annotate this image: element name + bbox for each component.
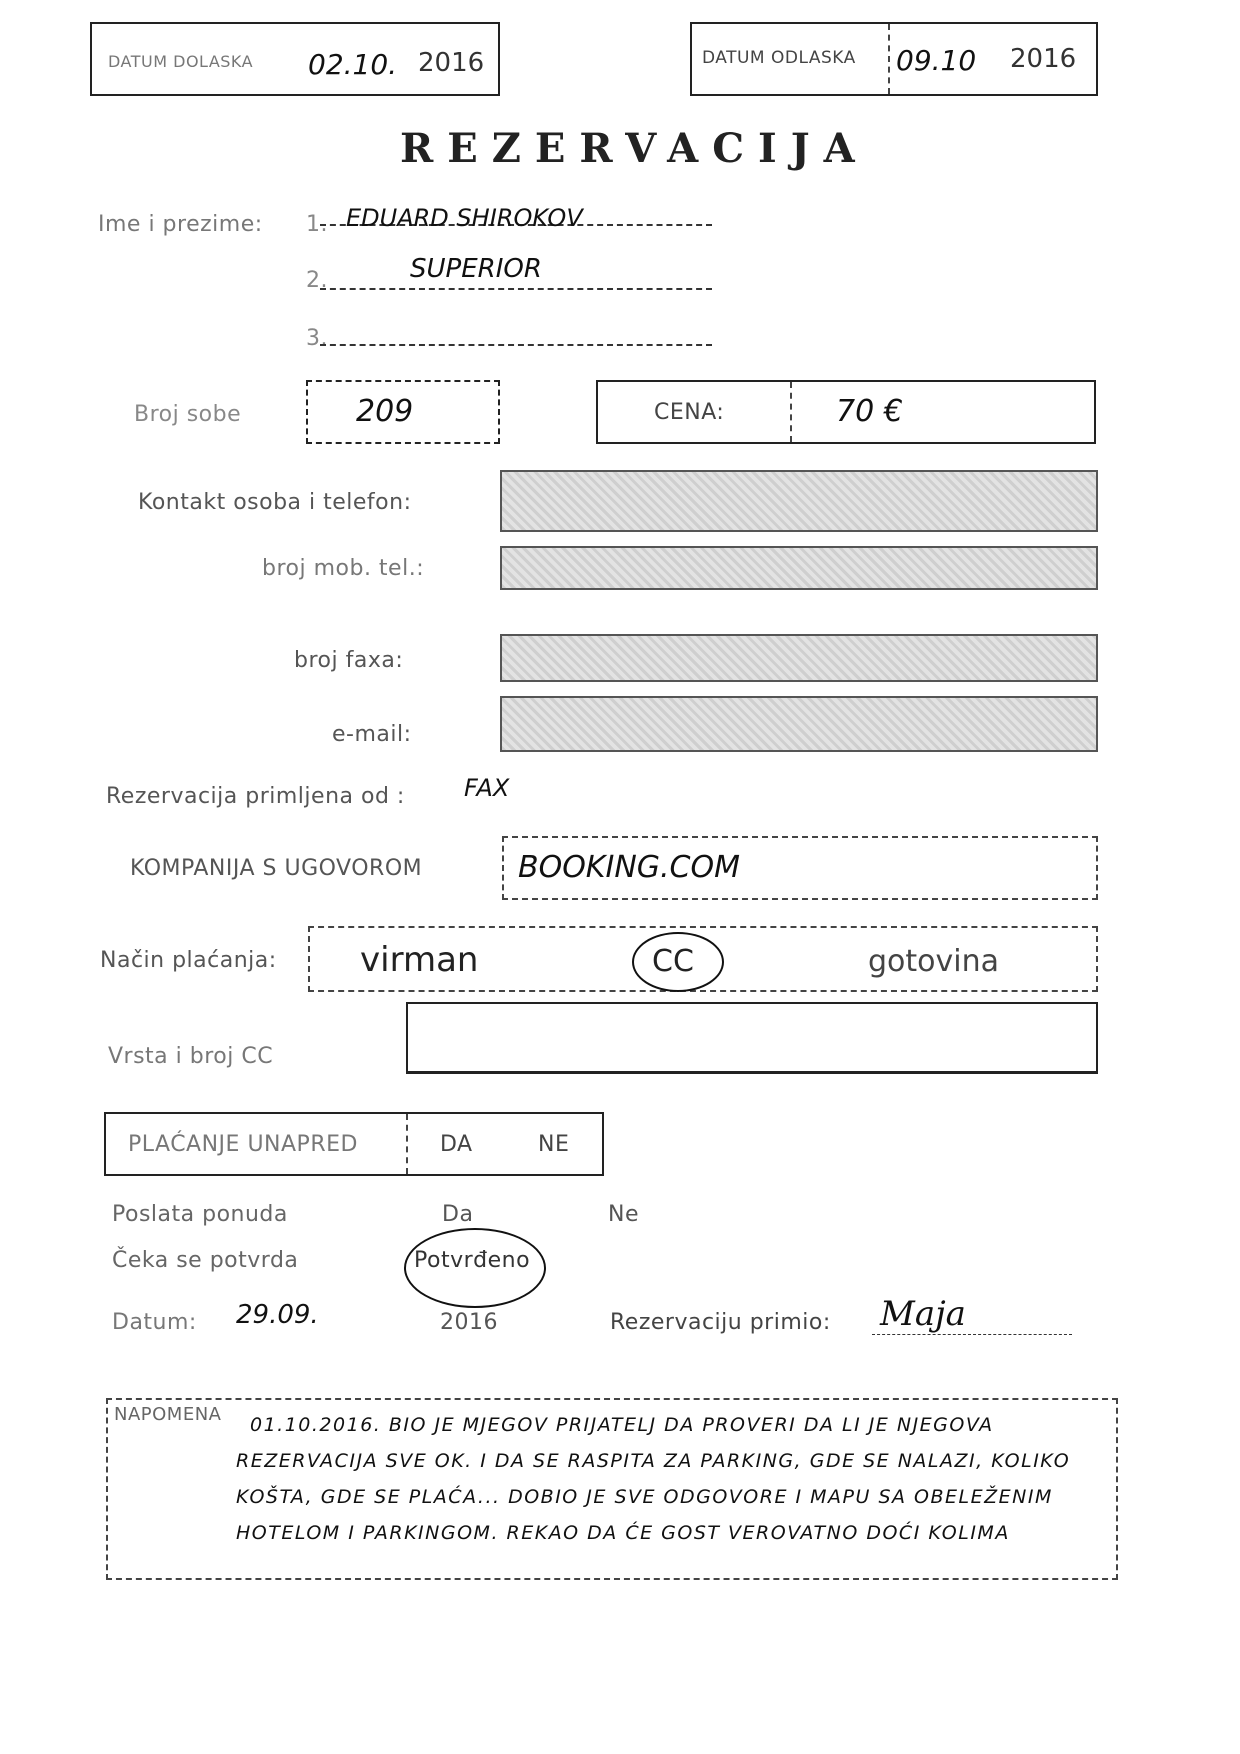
offer-no: Ne <box>608 1202 639 1227</box>
confirm-label: Čeka se potvrda <box>112 1248 299 1273</box>
contact-mobile-label: broj mob. tel.: <box>262 556 425 581</box>
guest-line2-value: SUPERIOR <box>410 254 542 284</box>
offer-label: Poslata ponuda <box>112 1202 288 1227</box>
guest-line2 <box>320 288 712 290</box>
departure-label: DATUM ODLASKA <box>702 48 856 68</box>
contact-email-label: e-mail: <box>332 722 412 747</box>
arrival-label: DATUM DOLASKA <box>108 52 254 71</box>
date-day-month: 29.09. <box>236 1300 319 1330</box>
received-from-label: Rezervacija primljena od : <box>106 784 405 809</box>
guest-line1-value: EDUARD SHIROKOV <box>346 204 583 232</box>
payment-option-gotovina: gotovina <box>868 944 1000 979</box>
departure-divider <box>888 24 892 94</box>
note-line-2: REZERVACIJA SVE OK. I DA SE RASPITA ZA PARKING, GDE SE NALAZI, KOLIKO <box>236 1450 1071 1472</box>
confirm-value: Potvrđeno <box>414 1248 531 1273</box>
note-label: NAPOMENA <box>114 1404 222 1425</box>
room-label: Broj sobe <box>134 402 242 427</box>
payment-option-cc: CC <box>652 944 694 979</box>
arrival-year: 2016 <box>418 48 485 78</box>
date-label: Datum: <box>112 1310 197 1335</box>
contact-phone-label: Kontakt osoba i telefon: <box>138 490 412 515</box>
page-title: REZERVACIJA <box>400 125 869 172</box>
guest-line2-num: 2. <box>306 268 328 293</box>
departure-day-month: 09.10 <box>896 44 977 77</box>
prepayment-yes: DA <box>440 1132 473 1157</box>
price-value: 70 € <box>836 394 903 429</box>
departure-year: 2016 <box>1010 44 1077 74</box>
card-label: Vrsta i broj CC <box>108 1044 274 1069</box>
received-by-signature: Maja <box>880 1294 966 1334</box>
room-value: 209 <box>356 394 414 429</box>
contact-fax-field <box>500 634 1098 682</box>
company-value: BOOKING.COM <box>518 850 740 885</box>
note-line-1: 01.10.2016. BIO JE MJEGOV PRIJATELJ DA PROVERI DA LI JE NJEGOVA <box>250 1414 994 1436</box>
prepayment-no: NE <box>538 1132 570 1157</box>
guest-line1-num: 1. <box>306 212 328 237</box>
guest-label: Ime i prezime: <box>98 212 263 237</box>
guest-line3-num: 3. <box>306 326 328 351</box>
received-by-line <box>872 1334 1072 1335</box>
offer-yes: Da <box>442 1202 474 1227</box>
contact-mobile-field <box>500 546 1098 590</box>
note-line-4: HOTELOM I PARKINGOM. REKAO DA ĆE GOST VEROVATNO DOĆI KOLIMA <box>236 1522 1010 1544</box>
contact-phone-field <box>500 470 1098 532</box>
date-year: 2016 <box>440 1310 498 1335</box>
arrival-day-month: 02.10. <box>308 48 398 81</box>
card-field <box>406 1002 1098 1074</box>
payment-selected-circle <box>632 932 724 992</box>
note-line-3: KOŠTA, GDE SE PLAĆA... DOBIO JE SVE ODGOVORE I MAPU SA OBELEŽENIM <box>236 1486 1053 1508</box>
received-by-label: Rezervaciju primio: <box>610 1310 831 1335</box>
price-label: CENA: <box>654 400 725 425</box>
received-from-value: FAX <box>464 774 510 802</box>
guest-line3 <box>320 344 712 346</box>
confirm-circle <box>404 1228 546 1308</box>
contact-fax-label: broj faxa: <box>294 648 404 673</box>
prepayment-divider <box>406 1114 410 1174</box>
payment-option-virman: virman <box>360 940 479 980</box>
company-label: KOMPANIJA S UGOVOROM <box>130 856 423 881</box>
price-divider <box>790 382 794 442</box>
prepayment-label: PLAĆANJE UNAPRED <box>128 1132 358 1157</box>
contact-email-field <box>500 696 1098 752</box>
payment-label: Način plaćanja: <box>100 948 277 973</box>
